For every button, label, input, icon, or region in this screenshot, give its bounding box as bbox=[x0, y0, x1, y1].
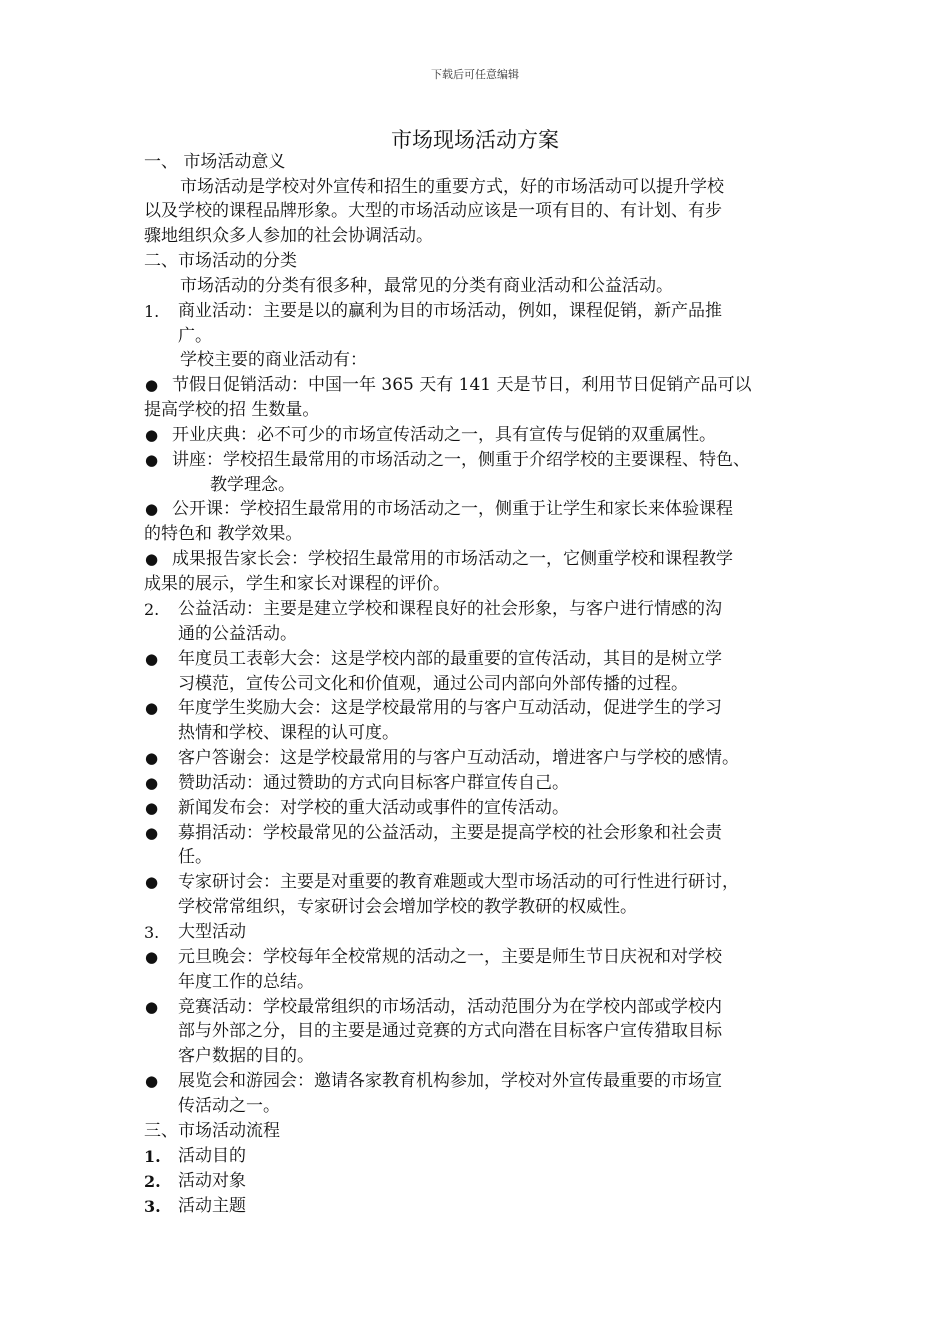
bullet-icon: ● bbox=[145, 376, 159, 394]
bullet-item-text: 成果报告家长会：学校招生最常用的市场活动之一，它侧重学校和课程教学 bbox=[172, 549, 733, 569]
list-number: 2. bbox=[144, 600, 160, 619]
numbered-item-text: 公益活动：主要是建立学校和课程良好的社会形象，与客户进行情感的沟 bbox=[178, 599, 722, 619]
paragraph-line: 客户数据的目的。 bbox=[178, 1046, 314, 1066]
list-number: 3. bbox=[144, 1197, 161, 1216]
paragraph-line: 任。 bbox=[178, 847, 212, 867]
paragraph-line: 习模范，宣传公司文化和价值观，通过公司内部向外部传播的过程。 bbox=[178, 674, 688, 694]
paragraph-line: 市场活动是学校对外宣传和招生的重要方式，好的市场活动可以提升学校 bbox=[180, 177, 724, 197]
paragraph-line: 的特色和 教学效果。 bbox=[144, 524, 303, 544]
bullet-icon: ● bbox=[145, 451, 159, 469]
bullet-item-text: 客户答谢会：这是学校最常用的与客户互动活动，增进客户与学校的感情。 bbox=[178, 748, 739, 768]
paragraph-line: 学校常常组织，专家研讨会会增加学校的教学教研的权威性。 bbox=[178, 897, 637, 917]
bullet-item-text: 年度员工表彰大会：这是学校内部的最重要的宣传活动，其目的是树立学 bbox=[178, 649, 722, 669]
bullet-icon: ● bbox=[145, 774, 159, 792]
list-number: 2. bbox=[144, 1172, 161, 1191]
bullet-icon: ● bbox=[145, 426, 159, 444]
paragraph-line: 成果的展示，学生和家长对课程的评价。 bbox=[144, 574, 450, 594]
list-number: 1. bbox=[144, 1147, 161, 1166]
numbered-item-text: 活动对象 bbox=[178, 1171, 246, 1191]
bullet-item-text: 年度学生奖励大会：这是学校最常用的与客户互动活动，促进学生的学习 bbox=[178, 698, 722, 718]
paragraph-line: 年度工作的总结。 bbox=[178, 972, 314, 992]
bullet-icon: ● bbox=[145, 749, 159, 767]
bullet-icon: ● bbox=[145, 500, 159, 518]
paragraph-line: 以及学校的课程品牌形象。大型的市场活动应该是一项有目的、有计划、有步 bbox=[144, 201, 722, 221]
bullet-item-text: 赞助活动：通过赞助的方式向目标客户群宣传自己。 bbox=[178, 773, 569, 793]
list-number: 1. bbox=[144, 302, 160, 321]
bullet-icon: ● bbox=[145, 948, 159, 966]
bullet-item-text: 元旦晚会：学校每年全校常规的活动之一，主要是师生节日庆祝和对学校 bbox=[178, 947, 722, 967]
bullet-icon: ● bbox=[145, 824, 159, 842]
list-number: 3. bbox=[144, 923, 160, 942]
bullet-item-text: 节假日促销活动：中国一年 365 天有 141 天是节日，利用节日促销产品可以 bbox=[172, 375, 752, 395]
numbered-item-text: 商业活动：主要是以的赢利为目的市场活动，例如，课程促销，新产品推 bbox=[178, 301, 722, 321]
bullet-icon: ● bbox=[145, 998, 159, 1016]
bullet-item-text: 展览会和游园会：邀请各家教育机构参加，学校对外宣传最重要的市场宣 bbox=[178, 1071, 722, 1091]
paragraph-line: 骤地组织众多人参加的社会协调活动。 bbox=[144, 226, 433, 246]
paragraph-line: 部与外部之分，目的主要是通过竞赛的方式向潜在目标客户宣传猎取目标 bbox=[178, 1021, 722, 1041]
bullet-icon: ● bbox=[145, 873, 159, 891]
bullet-icon: ● bbox=[145, 699, 159, 717]
bullet-item-text: 讲座：学校招生最常用的市场活动之一，侧重于介绍学校的主要课程、特色、 bbox=[172, 450, 750, 470]
paragraph-line: 广。 bbox=[178, 326, 212, 346]
paragraph-line: 提高学校的招 生数量。 bbox=[144, 400, 320, 420]
numbered-item-text: 活动目的 bbox=[178, 1146, 246, 1166]
paragraph-line: 传活动之一。 bbox=[178, 1096, 280, 1116]
bullet-item-text: 竞赛活动：学校最常组织的市场活动，活动范围分为在学校内部或学校内 bbox=[178, 997, 722, 1017]
paragraph-line: 一、 市场活动意义 bbox=[144, 152, 286, 172]
bullet-item-text: 专家研讨会：主要是对重要的教育难题或大型市场活动的可行性进行研讨， bbox=[178, 872, 739, 892]
page-header: 下载后可任意编辑 bbox=[431, 68, 519, 81]
paragraph-line: 学校主要的商业活动有： bbox=[180, 350, 367, 370]
paragraph-line: 教学理念。 bbox=[210, 475, 295, 495]
bullet-icon: ● bbox=[145, 550, 159, 568]
bullet-item-text: 公开课：学校招生最常用的市场活动之一，侧重于让学生和家长来体验课程 bbox=[172, 499, 733, 519]
paragraph-line: 通的公益活动。 bbox=[178, 624, 297, 644]
paragraph-line: 市场活动的分类有很多种，最常见的分类有商业活动和公益活动。 bbox=[180, 276, 673, 296]
bullet-item-text: 新闻发布会：对学校的重大活动或事件的宣传活动。 bbox=[178, 798, 569, 818]
numbered-item-text: 大型活动 bbox=[178, 922, 246, 942]
bullet-item-text: 募捐活动：学校最常见的公益活动，主要是提高学校的社会形象和社会责 bbox=[178, 823, 722, 843]
bullet-icon: ● bbox=[145, 1072, 159, 1090]
bullet-icon: ● bbox=[145, 799, 159, 817]
bullet-item-text: 开业庆典：必不可少的市场宣传活动之一，具有宣传与促销的双重属性。 bbox=[172, 425, 716, 445]
paragraph-line: 二、市场活动的分类 bbox=[144, 251, 297, 271]
bullet-icon: ● bbox=[145, 650, 159, 668]
document-title: 市场现场活动方案 bbox=[391, 128, 559, 152]
paragraph-line: 三、市场活动流程 bbox=[144, 1121, 280, 1141]
paragraph-line: 热情和学校、课程的认可度。 bbox=[178, 723, 399, 743]
numbered-item-text: 活动主题 bbox=[178, 1196, 246, 1216]
